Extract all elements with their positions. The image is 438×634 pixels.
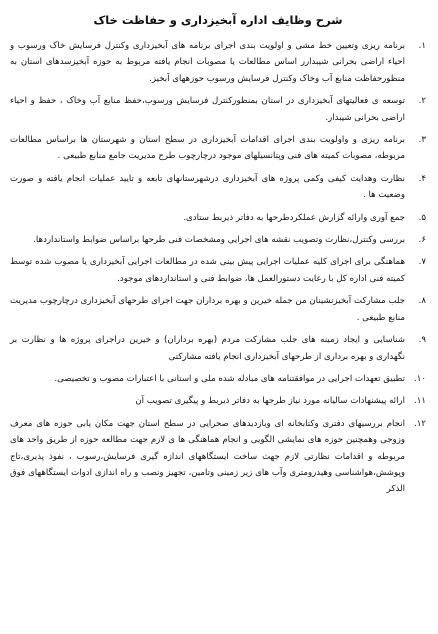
list-item: [10, 293, 426, 326]
item-number: ۳.: [418, 135, 426, 146]
list-item: [10, 332, 426, 365]
list-item: [10, 171, 426, 204]
item-text: برنامه ریزی وتعیین خط مشی و اولویت بندی اجرای برنامه های آبخیزداری وکنترل فرسایش خاک ورسوب و احیاء اراضی بحرانی شیبدارر اساس مطالعات یا مصوبات انجام یافته مربوط به حوزه آبخیزسدهای استان به منظورحفاظت منابع آب وخاک وکنترل فرسایش ورسوب حوزههای آبخیز.: [10, 41, 405, 84]
item-text: برنامه ریزی و واولویت بندی اجرای اقدامات آبخیزداری در سطح استان و شهرستان ها براساس مطالعات مربوطه، مصوبات کمیته های فنی وپتانسیلهای موجود درچارچوب طرح مدیریت جامع منابع طبیعی .: [10, 135, 405, 162]
duties-list: [10, 38, 426, 498]
item-text: ارائه پیشنهادات سالیانه مورد نیاز طرحها به دفاتر ذیربط و پیگیری تصویب آن: [135, 396, 405, 407]
list-item: [10, 132, 426, 165]
item-number: ۹.: [418, 335, 426, 346]
list-item: [10, 38, 426, 87]
list-item: [10, 371, 426, 387]
item-text: انجام بررسیهای دفتری وکتابخانه ای وبازدیدهای صحرایی در سطح استان جهت مکان یابی حوزه های معرف وزوجی وهمچنین حوزه های نمایشی الگویی و انجام هماهنگی ها ی لازم جهت مطالعه حوزه از طریق واحد های مربوطه و اقدامات نظارتی لازم جهت ساخت ایستگاههای اندازه گیری فرسایش،رسوب ، نفوذ پذیری،تاج وپوشش،هواشناسی وهیدرومتری وآب های زیر زمینی وتامین، تجهیز ونصب و راه اندازی ادوات ایستگاههای فوق الذکر: [10, 418, 405, 495]
list-item: [10, 210, 426, 226]
item-number: ۲.: [418, 96, 426, 107]
item-text: جلب مشارکت آبخیزنشینان من جمله خیرین و بهره برداران جهت اجرای طرحهای آبخیزداری درچارچوب مدیریت منابع طبیعی .: [10, 296, 405, 323]
item-text: تطبیق تعهدات اجرایی در موافقتنامه های مبادله شده ملی و استانی با اعتبارات مصوب و تخصیصی.: [54, 373, 405, 384]
item-text: بررسی وکنترل،نظارت وتصویب نقشه های اجرایی ومشخصات فنی طرحها براساس ضوابط واستانداردها.: [33, 235, 405, 246]
item-number: ۱.: [418, 41, 426, 51]
item-number: ۶.: [418, 235, 426, 246]
item-text: جمع آوری وارائه گزارش عملکردطرحها به دفاتر ذیربط ستادی.: [183, 212, 405, 223]
item-number: ۸.: [418, 296, 426, 307]
item-number: ۱۲.: [414, 418, 426, 429]
item-text: توسعه ی فعالیتهای آبخیزداری در استان بمنظورکنترل فرسایش ورسوب،حفظ منابع آب وخاک ، حفظ و احیاء اراضی بحرانی شیبدار.: [10, 96, 405, 123]
list-item: [10, 393, 426, 409]
document-title: شرح وظایف اداره آبخیزداری و حفاظت خاک: [93, 13, 343, 27]
item-number: ۵.: [418, 212, 426, 223]
list-item: [10, 254, 426, 287]
item-text: هماهنگی برای اجرای کلیه عملیات اجرایی پیش بینی شده در مطالعات اجرایی آبخیزداری یا مصوب شده توسط کمیته فنی اداره کل با رعایت دستورالعمل ها، ضوابط فنی و استانداردهای موجود.: [10, 257, 405, 284]
item-text: نظارت وهدایت کیفی وکمی پروژه های آبخیزداری درشهرستانهای تابعه و تایید عملیات انجام یافته و صورت وضعیت ها .: [10, 173, 405, 201]
list-item: [10, 93, 426, 126]
item-text: شناسایی و ایجاد زمینه های جلب مشارکت مردم (بهره برداران) و خیرین دراجرای پروژه ها و نظارت بر نگهداری و بهره برداری از طرحهای آبخیزداری انجام یافته مشارکتی: [10, 335, 405, 362]
list-item: [10, 416, 426, 498]
item-number: ۱۰.: [414, 373, 426, 384]
item-number: ۱۱.: [414, 396, 426, 407]
item-number: ۷.: [418, 257, 426, 268]
item-number: ۴.: [418, 173, 426, 184]
list-item: [10, 232, 426, 248]
